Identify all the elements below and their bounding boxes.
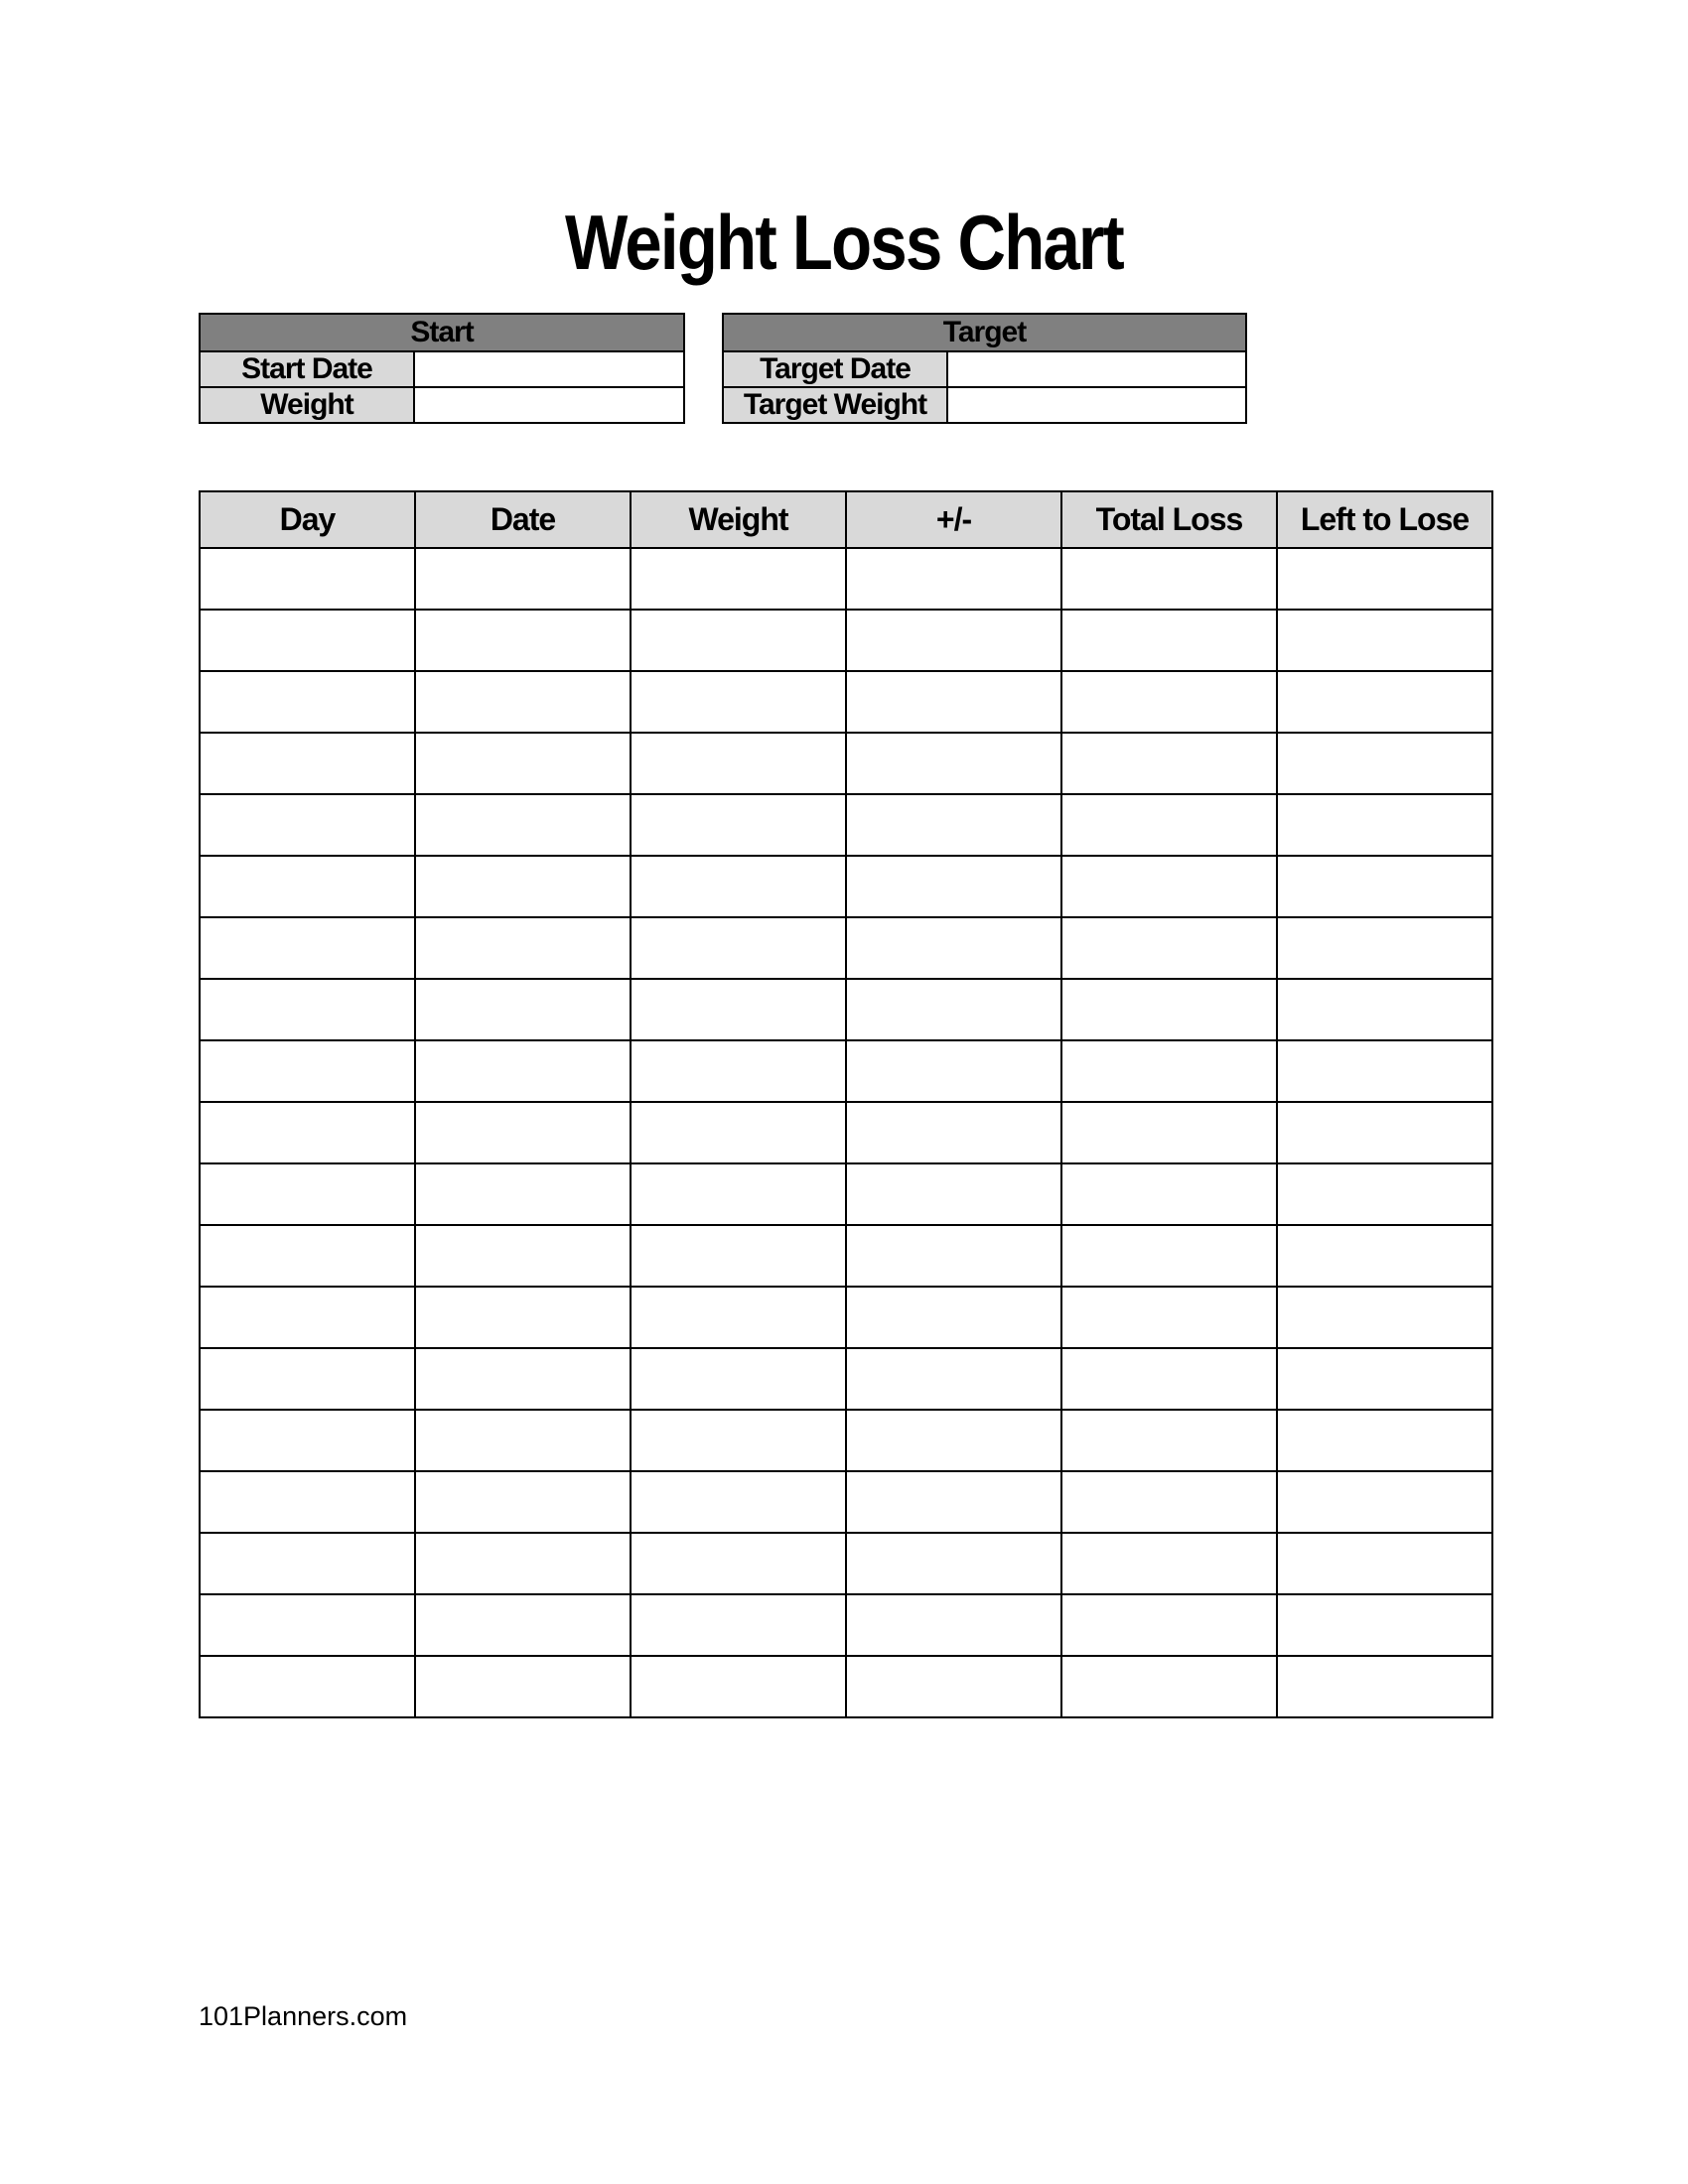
cell-left-to-lose[interactable]	[1277, 548, 1492, 610]
cell-change[interactable]	[846, 548, 1061, 610]
cell-left-to-lose[interactable]	[1277, 1410, 1492, 1471]
cell-day[interactable]	[200, 1533, 415, 1594]
table-body	[200, 548, 1492, 1717]
cell-left-to-lose[interactable]	[1277, 1040, 1492, 1102]
cell-weight[interactable]	[631, 733, 846, 794]
cell-date[interactable]	[415, 548, 631, 610]
cell-left-to-lose[interactable]	[1277, 1102, 1492, 1163]
cell-change[interactable]	[846, 794, 1061, 856]
start-date-field[interactable]	[414, 351, 684, 387]
cell-day[interactable]	[200, 1348, 415, 1410]
cell-date[interactable]	[415, 917, 631, 979]
target-weight-label: Target Weight	[723, 387, 947, 423]
cell-left-to-lose[interactable]	[1277, 1533, 1492, 1594]
cell-weight[interactable]	[631, 856, 846, 917]
cell-date[interactable]	[415, 1410, 631, 1471]
cell-weight[interactable]	[631, 1410, 846, 1471]
cell-left-to-lose[interactable]	[1277, 1348, 1492, 1410]
table-row	[200, 1410, 1492, 1471]
cell-date[interactable]	[415, 610, 631, 671]
cell-date[interactable]	[415, 1102, 631, 1163]
cell-total-loss[interactable]	[1061, 1410, 1277, 1471]
cell-left-to-lose[interactable]	[1277, 1594, 1492, 1656]
cell-left-to-lose[interactable]	[1277, 671, 1492, 733]
column-header-left-to-lose: Left to Lose	[1277, 491, 1492, 548]
cell-date[interactable]	[415, 733, 631, 794]
cell-change[interactable]	[846, 1348, 1061, 1410]
cell-day[interactable]	[200, 1594, 415, 1656]
table-row	[200, 917, 1492, 979]
weight-log-table	[199, 490, 1493, 1718]
cell-change[interactable]	[846, 856, 1061, 917]
cell-total-loss[interactable]	[1061, 1163, 1277, 1225]
cell-weight[interactable]	[631, 671, 846, 733]
cell-weight[interactable]	[631, 1533, 846, 1594]
cell-total-loss[interactable]	[1061, 610, 1277, 671]
cell-day[interactable]	[200, 733, 415, 794]
cell-day[interactable]	[200, 1163, 415, 1225]
cell-day[interactable]	[200, 671, 415, 733]
cell-change[interactable]	[846, 1471, 1061, 1533]
cell-change[interactable]	[846, 1040, 1061, 1102]
cell-weight[interactable]	[631, 548, 846, 610]
cell-day[interactable]	[200, 917, 415, 979]
cell-date[interactable]	[415, 979, 631, 1040]
cell-change[interactable]	[846, 917, 1061, 979]
start-heading: Start	[200, 314, 684, 351]
cell-weight[interactable]	[631, 1348, 846, 1410]
cell-date[interactable]	[415, 1163, 631, 1225]
target-date-label: Target Date	[723, 351, 947, 387]
cell-change[interactable]	[846, 733, 1061, 794]
cell-day[interactable]	[200, 856, 415, 917]
cell-weight[interactable]	[631, 1225, 846, 1287]
column-header-change: +/-	[846, 491, 1061, 548]
cell-total-loss[interactable]	[1061, 856, 1277, 917]
cell-change[interactable]	[846, 1225, 1061, 1287]
cell-date[interactable]	[415, 1533, 631, 1594]
cell-left-to-lose[interactable]	[1277, 917, 1492, 979]
cell-total-loss[interactable]	[1061, 733, 1277, 794]
table-row	[200, 1163, 1492, 1225]
table-row	[200, 1471, 1492, 1533]
cell-total-loss[interactable]	[1061, 1471, 1277, 1533]
cell-left-to-lose[interactable]	[1277, 856, 1492, 917]
cell-change[interactable]	[846, 1533, 1061, 1594]
cell-date[interactable]	[415, 1287, 631, 1348]
table-header-row	[200, 491, 1492, 548]
cell-total-loss[interactable]	[1061, 1102, 1277, 1163]
cell-day[interactable]	[200, 1410, 415, 1471]
cell-weight[interactable]	[631, 794, 846, 856]
table-row	[200, 1656, 1492, 1717]
cell-date[interactable]	[415, 856, 631, 917]
table-row	[200, 1348, 1492, 1410]
cell-day[interactable]	[200, 1040, 415, 1102]
cell-total-loss[interactable]	[1061, 979, 1277, 1040]
table-row	[200, 1287, 1492, 1348]
cell-change[interactable]	[846, 1102, 1061, 1163]
table-row	[200, 794, 1492, 856]
cell-date[interactable]	[415, 671, 631, 733]
target-box	[722, 313, 1247, 424]
cell-day[interactable]	[200, 979, 415, 1040]
column-header-total-loss: Total Loss	[1061, 491, 1277, 548]
target-weight-field[interactable]	[947, 387, 1246, 423]
cell-day[interactable]	[200, 1102, 415, 1163]
cell-change[interactable]	[846, 610, 1061, 671]
cell-date[interactable]	[415, 1471, 631, 1533]
cell-total-loss[interactable]	[1061, 1594, 1277, 1656]
cell-weight[interactable]	[631, 1163, 846, 1225]
cell-change[interactable]	[846, 1594, 1061, 1656]
cell-date[interactable]	[415, 1225, 631, 1287]
cell-left-to-lose[interactable]	[1277, 794, 1492, 856]
cell-weight[interactable]	[631, 917, 846, 979]
cell-change[interactable]	[846, 1287, 1061, 1348]
cell-change[interactable]	[846, 1410, 1061, 1471]
cell-total-loss[interactable]	[1061, 1533, 1277, 1594]
table-row	[200, 1040, 1492, 1102]
cell-total-loss[interactable]	[1061, 1348, 1277, 1410]
cell-left-to-lose[interactable]	[1277, 979, 1492, 1040]
cell-weight[interactable]	[631, 1471, 846, 1533]
cell-date[interactable]	[415, 1348, 631, 1410]
cell-left-to-lose[interactable]	[1277, 1163, 1492, 1225]
start-weight-label: Weight	[200, 387, 414, 423]
cell-weight[interactable]	[631, 1594, 846, 1656]
cell-weight[interactable]	[631, 1287, 846, 1348]
table-row	[200, 856, 1492, 917]
cell-change[interactable]	[846, 671, 1061, 733]
page-title: Weight Loss Chart	[564, 199, 1124, 286]
cell-left-to-lose[interactable]	[1277, 733, 1492, 794]
cell-date[interactable]	[415, 794, 631, 856]
target-heading: Target	[723, 314, 1246, 351]
cell-weight[interactable]	[631, 1102, 846, 1163]
table-row	[200, 979, 1492, 1040]
footer-brand: 101Planners.com	[199, 2001, 408, 2031]
table-row	[200, 548, 1492, 610]
column-header-weight: Weight	[631, 491, 846, 548]
cell-weight[interactable]	[631, 979, 846, 1040]
start-date-label: Start Date	[200, 351, 414, 387]
cell-weight[interactable]	[631, 1656, 846, 1717]
target-date-field[interactable]	[947, 351, 1246, 387]
cell-change[interactable]	[846, 979, 1061, 1040]
table-row	[200, 733, 1492, 794]
cell-day[interactable]	[200, 548, 415, 610]
table-row	[200, 1102, 1492, 1163]
cell-date[interactable]	[415, 1656, 631, 1717]
column-header-day: Day	[200, 491, 415, 548]
cell-day[interactable]	[200, 1225, 415, 1287]
cell-day[interactable]	[200, 610, 415, 671]
cell-weight[interactable]	[631, 1040, 846, 1102]
cell-change[interactable]	[846, 1656, 1061, 1717]
cell-day[interactable]	[200, 794, 415, 856]
table-row	[200, 1533, 1492, 1594]
cell-left-to-lose[interactable]	[1277, 1287, 1492, 1348]
column-header-date: Date	[415, 491, 631, 548]
table-row	[200, 1225, 1492, 1287]
cell-total-loss[interactable]	[1061, 1040, 1277, 1102]
cell-day[interactable]	[200, 1471, 415, 1533]
cell-total-loss[interactable]	[1061, 671, 1277, 733]
cell-left-to-lose[interactable]	[1277, 1225, 1492, 1287]
cell-total-loss[interactable]	[1061, 917, 1277, 979]
table-row	[200, 671, 1492, 733]
cell-change[interactable]	[846, 1163, 1061, 1225]
start-weight-field[interactable]	[414, 387, 684, 423]
cell-total-loss[interactable]	[1061, 1287, 1277, 1348]
start-box	[199, 313, 685, 424]
cell-total-loss[interactable]	[1061, 1656, 1277, 1717]
cell-total-loss[interactable]	[1061, 548, 1277, 610]
cell-total-loss[interactable]	[1061, 1225, 1277, 1287]
cell-date[interactable]	[415, 1594, 631, 1656]
cell-day[interactable]	[200, 1656, 415, 1717]
cell-weight[interactable]	[631, 610, 846, 671]
cell-left-to-lose[interactable]	[1277, 1471, 1492, 1533]
table-row	[200, 1594, 1492, 1656]
cell-left-to-lose[interactable]	[1277, 1656, 1492, 1717]
cell-date[interactable]	[415, 1040, 631, 1102]
cell-total-loss[interactable]	[1061, 794, 1277, 856]
cell-left-to-lose[interactable]	[1277, 610, 1492, 671]
table-row	[200, 610, 1492, 671]
cell-day[interactable]	[200, 1287, 415, 1348]
